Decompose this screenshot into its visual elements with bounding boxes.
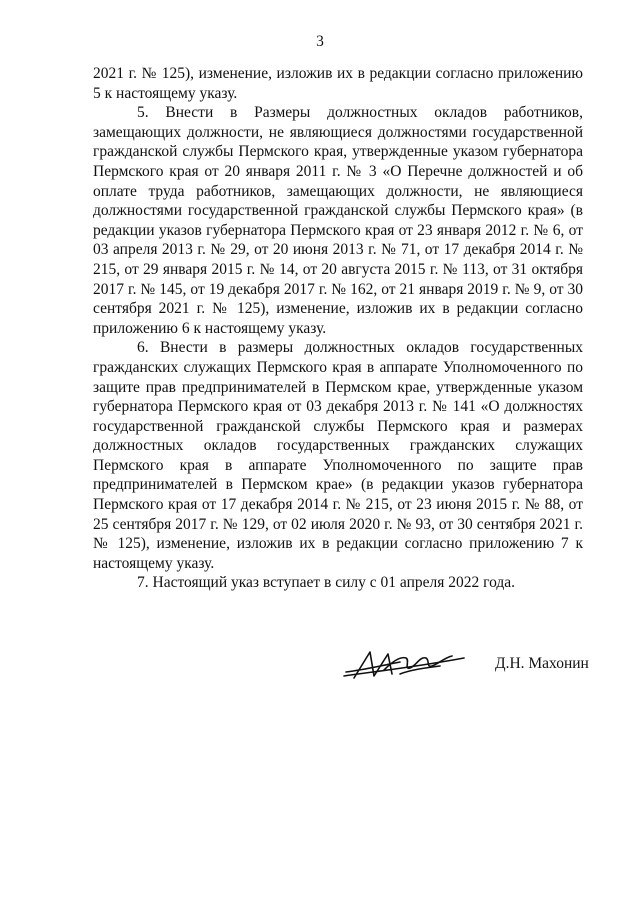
- paragraph-item-6: 6. Внести в размеры должностных окладов государственных гражданских служащих Пермского края в аппарате Уполномоченного по защите прав предпринимателей в Пермском крае, утвержденные указом губернатора Пермского края от 03 декабря 2013 г. № 141 «О должностях государственной гражданской службы Пермского края и размерах должностных окладов государственных гражданских служащих Пермского края в аппарате Уполномоченного по защите прав предпринимателей в Пермском крае» (в редакции указов губернатора Пермского края от 17 декабря 2014 г. № 215, от 23 июня 2015 г. № 88, от 25 сентября 2017 г. № 129, от 02 июля 2020 г. № 93, от 30 сентября 2021 г. № 125), изменение, изложив их в редакции согласно приложению 7 к настоящему указу.: [93, 339, 583, 572]
- paragraph-item-7: 7. Настоящий указ вступает в силу с 01 апреля 2022 года.: [137, 574, 516, 592]
- document-body: [93, 64, 583, 593]
- paragraph-item-5: 5. Внести в Размеры должностных окладов работников, замещающих должности, не являющиеся должностями государственной гражданской службы Пермского края, утвержденные указом губернатора Пермского края от 20 января 2011 г. № 3 «О Перечне должностей и об оплате труда работников, замещающих должности, не являющиеся должностями государственной гражданской службы Пермского края» (в редакции указов губернатора Пермского края от 23 января 2012 г. № 6, от 03 апреля 2013 г. № 29, от 20 июня 2013 г. № 71, от 17 декабря 2014 г. № 215, от 29 января 2015 г. № 14, от 20 августа 2015 г. № 113, от 31 октября 2017 г. № 145, от 19 декабря 2017 г. № 162, от 21 января 2019 г. № 9, от 30 сентября 2021 г. № 125), изменение, изложив их в редакции согласно приложению 6 к настоящему указу.: [93, 104, 583, 337]
- handwritten-signature: [340, 640, 470, 690]
- paragraph-continuation: 2021 г. № 125), изменение, изложив их в редакции согласно приложению 5 к настоящему указу.: [93, 65, 583, 102]
- page-number: 3: [316, 33, 324, 50]
- signer-name: Д.Н. Махонин: [495, 655, 589, 672]
